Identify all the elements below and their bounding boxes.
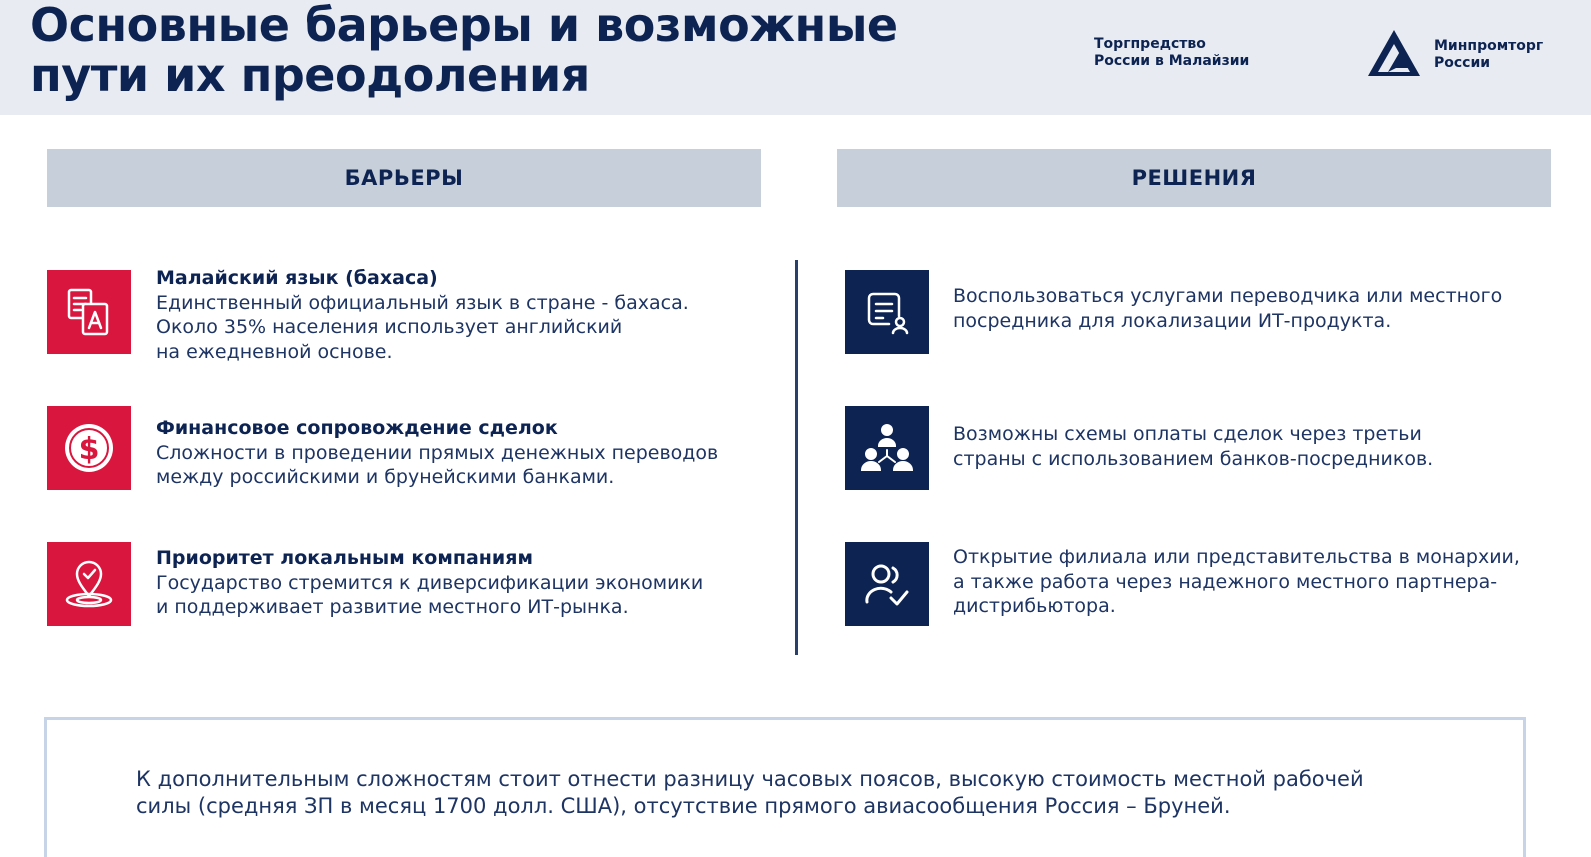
- barrier-line: и поддерживает развитие местного ИТ-рынка.: [156, 596, 629, 618]
- page-title: [30, 0, 1030, 100]
- solution-line: Открытие филиала или представительства в монархии,: [953, 546, 1520, 568]
- ministry-line-2: России: [1434, 55, 1491, 71]
- solution-item-payment: [953, 422, 1563, 471]
- solution-item-translator: [953, 284, 1563, 333]
- network-people-icon: [845, 406, 929, 490]
- note-line: К дополнительным сложностям стоит отнести разницу часовых поясов, высокую стоимость местной рабочей: [136, 767, 1364, 791]
- header-bar: [0, 0, 1591, 115]
- barrier-title: Финансовое сопровождение сделок: [156, 417, 558, 439]
- barrier-item-local-priority: [156, 546, 776, 620]
- solution-line: страны с использованием банков-посредников.: [953, 447, 1434, 470]
- barrier-line: на ежедневной основе.: [156, 340, 393, 363]
- translate-icon: [47, 270, 131, 354]
- solution-item-branch: [953, 545, 1563, 619]
- user-check-icon: [845, 542, 929, 626]
- additional-note-text: [136, 766, 1486, 820]
- location-check-icon: [47, 542, 131, 626]
- barrier-item-language: [156, 266, 776, 364]
- barriers-heading: БАРЬЕРЫ: [47, 149, 761, 207]
- barrier-line: Около 35% населения использует английский: [156, 316, 623, 338]
- dollar-coin-icon: [47, 406, 131, 490]
- title-line-2: пути их преодоления: [30, 48, 590, 102]
- note-line: силы (средняя ЗП в месяц 1700 долл. США), отсутствие прямого авиасообщения Россия – Бруней.: [136, 794, 1231, 818]
- document-user-icon: [845, 270, 929, 354]
- barrier-line: Сложности в проведении прямых денежных переводов: [156, 441, 719, 464]
- ministry-name: [1434, 38, 1591, 72]
- solutions-heading: РЕШЕНИЯ: [837, 149, 1551, 207]
- ministry-logo-icon: [1366, 28, 1422, 78]
- barrier-line: Государство стремится к диверсификации экономики: [156, 571, 704, 594]
- barrier-line: Единственный официальный язык в стране - бахаса.: [156, 291, 689, 314]
- barrier-line: между российскими и брунейскими банками.: [156, 466, 615, 488]
- solution-line: дистрибьютора.: [953, 595, 1116, 617]
- solution-line: а также работа через надежного местного партнера-: [953, 570, 1498, 593]
- solution-line: Воспользоваться услугами переводчика или местного: [953, 285, 1503, 307]
- svg-text:$: $: [78, 432, 100, 467]
- solution-line: Возможны схемы оплаты сделок через третьи: [953, 423, 1422, 445]
- barrier-title: Малайский язык (бахаса): [156, 267, 438, 289]
- title-line-1: Основные барьеры и возможные: [30, 0, 898, 52]
- column-divider: [795, 260, 798, 655]
- org-line-1: Торгпредство: [1094, 36, 1206, 52]
- ministry-line-1: Минпромторг: [1434, 38, 1544, 54]
- barrier-item-finance: [156, 416, 776, 490]
- barrier-title: Приоритет локальным компаниям: [156, 547, 533, 569]
- trade-mission-name: [1094, 36, 1294, 70]
- org-line-2: России в Малайзии: [1094, 53, 1250, 69]
- solution-line: посредника для локализации ИТ-продукта.: [953, 309, 1392, 332]
